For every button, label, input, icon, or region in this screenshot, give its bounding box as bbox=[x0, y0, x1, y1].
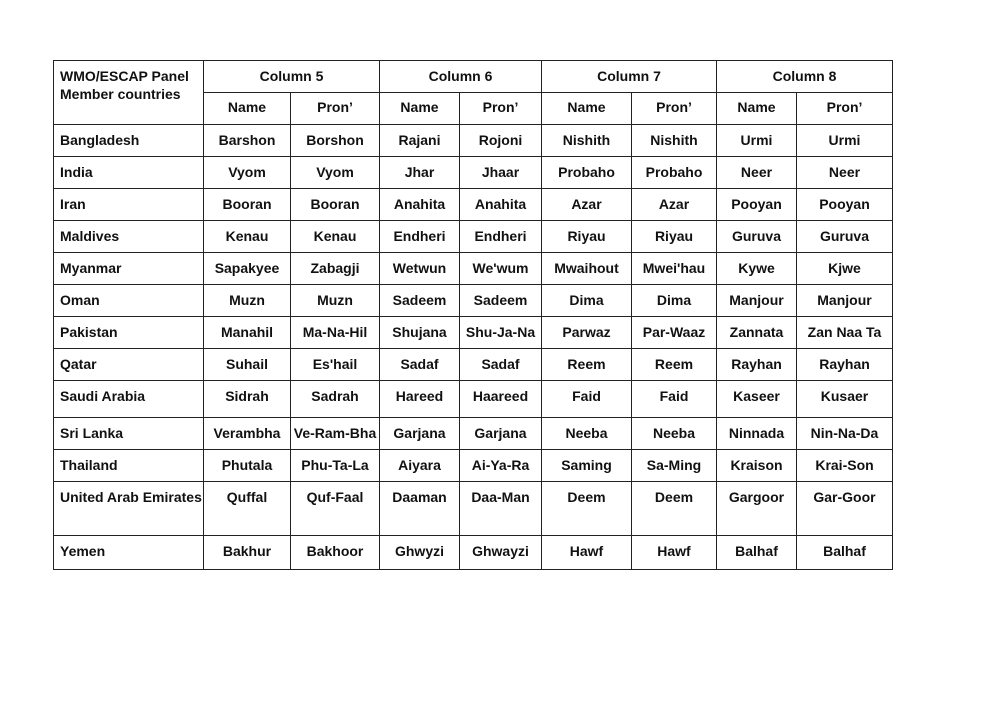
pronunciation-cell: Mwei'hau bbox=[632, 253, 717, 285]
pronunciation-cell: Quf-Faal bbox=[291, 482, 380, 536]
column-group-header: Column 8 bbox=[717, 61, 893, 93]
pronunciation-cell: Deem bbox=[632, 482, 717, 536]
name-cell: Riyau bbox=[542, 221, 632, 253]
pronunciation-cell: Neeba bbox=[632, 418, 717, 450]
name-cell: Neer bbox=[717, 157, 797, 189]
name-cell: Mwaihout bbox=[542, 253, 632, 285]
pronunciation-cell: Par-Waaz bbox=[632, 317, 717, 349]
pron-subheader: Pron’ bbox=[632, 93, 717, 125]
table-row bbox=[54, 285, 893, 317]
pronunciation-cell: Hawf bbox=[632, 536, 717, 570]
name-cell: Anahita bbox=[380, 189, 460, 221]
pron-subheader: Pron’ bbox=[460, 93, 542, 125]
name-cell: Deem bbox=[542, 482, 632, 536]
pronunciation-cell: Gar-Goor bbox=[797, 482, 893, 536]
pronunciation-cell: Riyau bbox=[632, 221, 717, 253]
country-cell: Sri Lanka bbox=[54, 418, 204, 450]
name-cell: Suhail bbox=[204, 349, 291, 381]
pronunciation-cell: Azar bbox=[632, 189, 717, 221]
name-cell: Manahil bbox=[204, 317, 291, 349]
pronunciation-cell: Nishith bbox=[632, 125, 717, 157]
pronunciation-cell: Pooyan bbox=[797, 189, 893, 221]
table-body bbox=[54, 125, 893, 570]
pronunciation-cell: Rojoni bbox=[460, 125, 542, 157]
corner-header: WMO/ESCAP Panel Member countries bbox=[54, 61, 204, 125]
name-cell: Kraison bbox=[717, 450, 797, 482]
name-cell: Balhaf bbox=[717, 536, 797, 570]
column-group-header: Column 6 bbox=[380, 61, 542, 93]
country-cell: Saudi Arabia bbox=[54, 381, 204, 418]
cyclone-names-table bbox=[53, 60, 893, 570]
name-cell: Reem bbox=[542, 349, 632, 381]
name-cell: Garjana bbox=[380, 418, 460, 450]
country-cell: Pakistan bbox=[54, 317, 204, 349]
name-cell: Quffal bbox=[204, 482, 291, 536]
pronunciation-cell: Kjwe bbox=[797, 253, 893, 285]
pronunciation-cell: Ghwayzi bbox=[460, 536, 542, 570]
pronunciation-cell: Endheri bbox=[460, 221, 542, 253]
pronunciation-cell: Anahita bbox=[460, 189, 542, 221]
name-cell: Pooyan bbox=[717, 189, 797, 221]
name-cell: Azar bbox=[542, 189, 632, 221]
country-cell: United Arab Emirates bbox=[54, 482, 204, 536]
country-cell: Bangladesh bbox=[54, 125, 204, 157]
name-cell: Sidrah bbox=[204, 381, 291, 418]
name-cell: Hawf bbox=[542, 536, 632, 570]
pronunciation-cell: Guruva bbox=[797, 221, 893, 253]
name-cell: Probaho bbox=[542, 157, 632, 189]
name-cell: Rayhan bbox=[717, 349, 797, 381]
name-cell: Wetwun bbox=[380, 253, 460, 285]
pronunciation-cell: Borshon bbox=[291, 125, 380, 157]
pronunciation-cell: Nin-Na-Da bbox=[797, 418, 893, 450]
name-cell: Nishith bbox=[542, 125, 632, 157]
pronunciation-cell: Ai-Ya-Ra bbox=[460, 450, 542, 482]
column-group-header: Column 7 bbox=[542, 61, 717, 93]
pronunciation-cell: Probaho bbox=[632, 157, 717, 189]
name-cell: Manjour bbox=[717, 285, 797, 317]
pronunciation-cell: Balhaf bbox=[797, 536, 893, 570]
pronunciation-cell: Manjour bbox=[797, 285, 893, 317]
pronunciation-cell: We'wum bbox=[460, 253, 542, 285]
country-cell: Maldives bbox=[54, 221, 204, 253]
pronunciation-cell: Ve-Ram-Bha bbox=[291, 418, 380, 450]
pronunciation-cell: Haareed bbox=[460, 381, 542, 418]
name-cell: Parwaz bbox=[542, 317, 632, 349]
pronunciation-cell: Neer bbox=[797, 157, 893, 189]
pronunciation-cell: Faid bbox=[632, 381, 717, 418]
pronunciation-cell: Kenau bbox=[291, 221, 380, 253]
name-cell: Vyom bbox=[204, 157, 291, 189]
pronunciation-cell: Kusaer bbox=[797, 381, 893, 418]
name-cell: Booran bbox=[204, 189, 291, 221]
name-cell: Gargoor bbox=[717, 482, 797, 536]
name-cell: Zannata bbox=[717, 317, 797, 349]
table-row bbox=[54, 381, 893, 418]
table-row bbox=[54, 536, 893, 570]
name-cell: Jhar bbox=[380, 157, 460, 189]
country-cell: Yemen bbox=[54, 536, 204, 570]
pronunciation-cell: Phu-Ta-La bbox=[291, 450, 380, 482]
name-cell: Verambha bbox=[204, 418, 291, 450]
name-cell: Hareed bbox=[380, 381, 460, 418]
pronunciation-cell: Ma-Na-Hil bbox=[291, 317, 380, 349]
name-cell: Ninnada bbox=[717, 418, 797, 450]
pronunciation-cell: Muzn bbox=[291, 285, 380, 317]
column-group-header: Column 5 bbox=[204, 61, 380, 93]
name-cell: Sadeem bbox=[380, 285, 460, 317]
name-cell: Endheri bbox=[380, 221, 460, 253]
name-cell: Urmi bbox=[717, 125, 797, 157]
pronunciation-cell: Sadrah bbox=[291, 381, 380, 418]
name-cell: Sapakyee bbox=[204, 253, 291, 285]
country-cell: Qatar bbox=[54, 349, 204, 381]
name-cell: Ghwyzi bbox=[380, 536, 460, 570]
table-row bbox=[54, 450, 893, 482]
table-row bbox=[54, 317, 893, 349]
table-row bbox=[54, 221, 893, 253]
country-cell: Thailand bbox=[54, 450, 204, 482]
name-cell: Sadaf bbox=[380, 349, 460, 381]
table-row bbox=[54, 125, 893, 157]
pronunciation-cell: Shu-Ja-Na bbox=[460, 317, 542, 349]
pronunciation-cell: Rayhan bbox=[797, 349, 893, 381]
name-cell: Muzn bbox=[204, 285, 291, 317]
country-cell: Oman bbox=[54, 285, 204, 317]
pronunciation-cell: Daa-Man bbox=[460, 482, 542, 536]
pronunciation-cell: Sa-Ming bbox=[632, 450, 717, 482]
country-cell: Myanmar bbox=[54, 253, 204, 285]
table-row bbox=[54, 482, 893, 536]
table-row bbox=[54, 349, 893, 381]
country-cell: India bbox=[54, 157, 204, 189]
table-row bbox=[54, 157, 893, 189]
pronunciation-cell: Bakhoor bbox=[291, 536, 380, 570]
name-cell: Bakhur bbox=[204, 536, 291, 570]
name-cell: Kaseer bbox=[717, 381, 797, 418]
name-cell: Daaman bbox=[380, 482, 460, 536]
name-subheader: Name bbox=[717, 93, 797, 125]
pronunciation-cell: Reem bbox=[632, 349, 717, 381]
pronunciation-cell: Dima bbox=[632, 285, 717, 317]
pron-subheader: Pron’ bbox=[291, 93, 380, 125]
pronunciation-cell: Jhaar bbox=[460, 157, 542, 189]
pronunciation-cell: Booran bbox=[291, 189, 380, 221]
name-cell: Phutala bbox=[204, 450, 291, 482]
name-cell: Neeba bbox=[542, 418, 632, 450]
pronunciation-cell: Es'hail bbox=[291, 349, 380, 381]
pronunciation-cell: Garjana bbox=[460, 418, 542, 450]
table-row bbox=[54, 189, 893, 221]
name-cell: Shujana bbox=[380, 317, 460, 349]
pronunciation-cell: Krai-Son bbox=[797, 450, 893, 482]
name-cell: Saming bbox=[542, 450, 632, 482]
table-row bbox=[54, 253, 893, 285]
name-cell: Aiyara bbox=[380, 450, 460, 482]
name-cell: Kywe bbox=[717, 253, 797, 285]
pronunciation-cell: Zan Naa Ta bbox=[797, 317, 893, 349]
pronunciation-cell: Vyom bbox=[291, 157, 380, 189]
name-cell: Dima bbox=[542, 285, 632, 317]
name-cell: Kenau bbox=[204, 221, 291, 253]
pronunciation-cell: Sadeem bbox=[460, 285, 542, 317]
pron-subheader: Pron’ bbox=[797, 93, 893, 125]
name-cell: Rajani bbox=[380, 125, 460, 157]
name-cell: Guruva bbox=[717, 221, 797, 253]
name-subheader: Name bbox=[380, 93, 460, 125]
pronunciation-cell: Sadaf bbox=[460, 349, 542, 381]
pronunciation-cell: Urmi bbox=[797, 125, 893, 157]
name-subheader: Name bbox=[204, 93, 291, 125]
name-subheader: Name bbox=[542, 93, 632, 125]
country-cell: Iran bbox=[54, 189, 204, 221]
pronunciation-cell: Zabagji bbox=[291, 253, 380, 285]
name-cell: Faid bbox=[542, 381, 632, 418]
name-cell: Barshon bbox=[204, 125, 291, 157]
table-row bbox=[54, 418, 893, 450]
